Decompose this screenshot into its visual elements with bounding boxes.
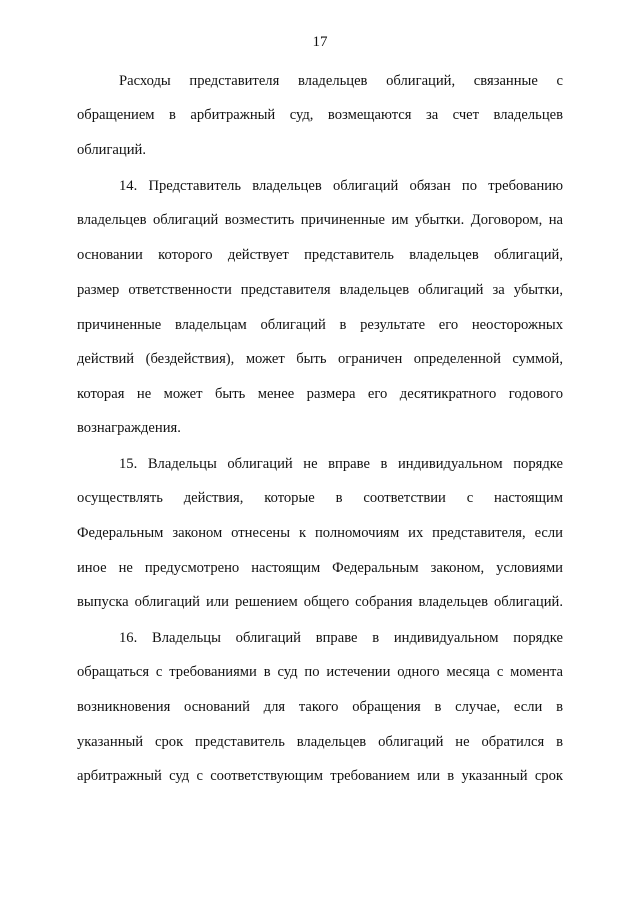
text-line: возникновения оснований для такого обращения в случае, если в	[77, 699, 563, 715]
text-line: основании которого действует представитель владельцев облигаций,	[77, 247, 563, 263]
text-line: 16. Владельцы облигаций вправе в индивидуальном порядке	[119, 630, 563, 646]
text-line: размер ответственности представителя владельцев облигаций за убытки,	[77, 282, 563, 298]
text-line: вознаграждения.	[77, 420, 181, 436]
text-line: выпуска облигаций или решением общего собрания владельцев облигаций.	[77, 594, 563, 610]
text-line: Расходы представителя владельцев облигаций, связанные с	[119, 73, 563, 89]
text-line: арбитражный суд с соответствующим требованием или в указанный срок	[77, 768, 563, 784]
text-line: владельцев облигаций возместить причиненные им убытки. Договором, на	[77, 212, 563, 228]
text-line: Федеральным законом отнесены к полномочиям их представителя, если	[77, 525, 563, 541]
text-line: обращаться с требованиями в суд по истечении одного месяца с момента	[77, 664, 563, 680]
text-line: осуществлять действия, которые в соответствии с настоящим	[77, 490, 563, 506]
text-line: иное не предусмотрено настоящим Федеральным законом, условиями	[77, 560, 563, 576]
text-line: 15. Владельцы облигаций не вправе в индивидуальном порядке	[119, 456, 563, 472]
page-number: 17	[312, 34, 328, 50]
text-line: действий (бездействия), может быть ограничен определенной суммой,	[77, 351, 563, 367]
text-line: которая не может быть менее размера его десятикратного годового	[77, 386, 563, 402]
text-line: указанный срок представитель владельцев облигаций не обратился в	[77, 734, 563, 750]
text-line: причиненные владельцам облигаций в результате его неосторожных	[77, 317, 563, 333]
text-line: обращением в арбитражный суд, возмещаются за счет владельцев	[77, 107, 563, 123]
text-line: облигаций.	[77, 142, 146, 158]
text-line: 14. Представитель владельцев облигаций обязан по требованию	[119, 178, 563, 194]
